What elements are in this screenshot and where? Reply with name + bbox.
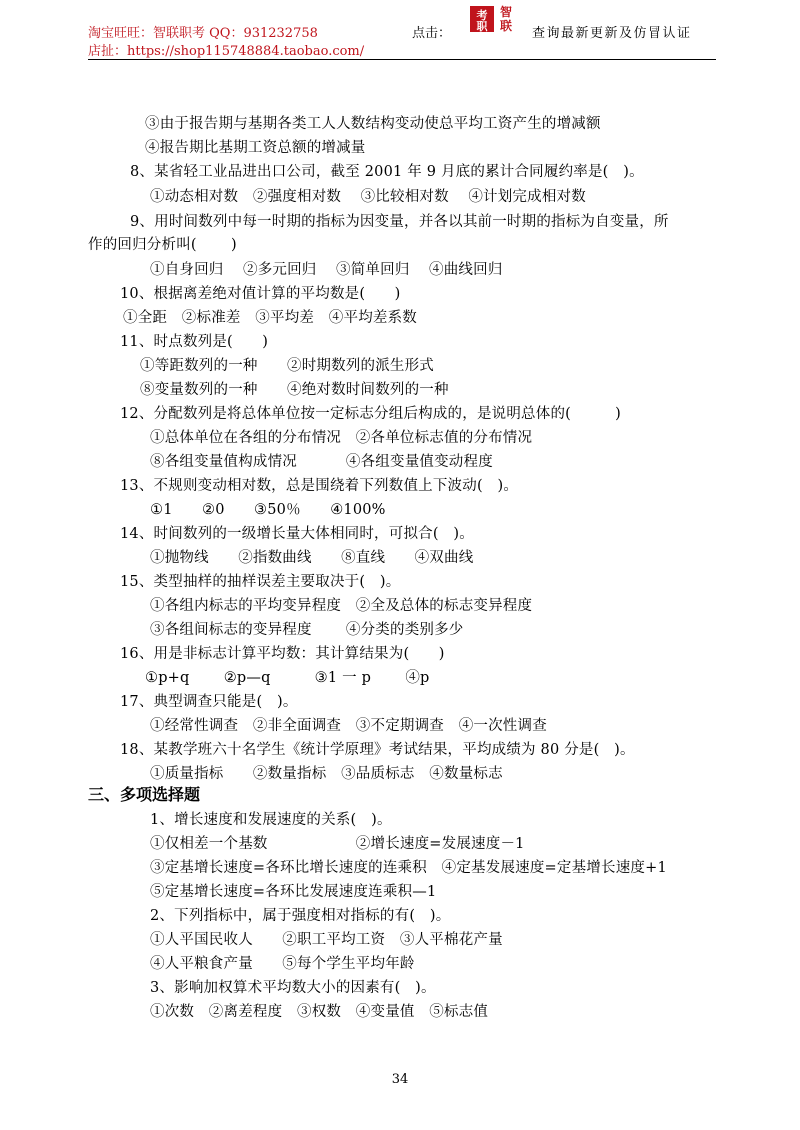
section-heading-multiple-choice: 三、多项选择题 xyxy=(88,785,201,804)
q9-text: 9、用时间数列中每一时期的指标为因变量，并各以其前一时期的指标为自变量，所 xyxy=(130,214,669,230)
q17-options: ①经常性调查 ②非全面调查 ③不定期调查 ④一次性调查 xyxy=(150,718,547,734)
verify-link[interactable]: 查询最新更新及仿冒认证 xyxy=(532,26,692,41)
svg-text:智: 智 xyxy=(499,5,513,19)
mc1-options-1: ①仅相差一个基数 ②增长速度=发展速度－1 xyxy=(150,836,525,852)
zhilian-logo[interactable] xyxy=(470,2,520,34)
q11-text: 11、时点数列是( ) xyxy=(120,334,269,350)
q17-text: 17、典型调查只能是( )。 xyxy=(120,694,298,710)
q14-text: 14、时间数列的一级增长量大体相同时，可拟合( )。 xyxy=(120,526,474,542)
q12-text: 12、分配数列是将总体单位按一定标志分组后构成的，是说明总体的( ) xyxy=(120,406,621,422)
q15-options-1: ①各组内标志的平均变异程度 ②全及总体的标志变异程度 xyxy=(150,598,533,614)
q11-options-1: ①等距数列的一种 ②时期数列的派生形式 xyxy=(140,358,434,374)
q12-options-2: ⑧各组变量值构成情况 ④各组变量值变动程度 xyxy=(150,454,493,470)
q14-options: ①抛物线 ②指数曲线 ⑧直线 ④双曲线 xyxy=(150,550,474,566)
mc3-text: 3、影响加权算术平均数大小的因素有( )。 xyxy=(150,980,436,996)
q13-options: ①1 ②0 ③50％ ④100% xyxy=(150,502,386,518)
mc2-options-1: ①人平国民收人 ②职工平均工资 ③人平棉花产量 xyxy=(150,932,503,948)
mc2-options-2: ④人平粮食产量 ⑤每个学生平均年龄 xyxy=(150,956,415,972)
shop-info: 淘宝旺旺：智联职考 QQ：931232758 xyxy=(88,26,318,41)
mc1-options-3: ⑤定基增长速度=各环比发展速度连乘积—1 xyxy=(150,884,437,900)
click-label: 点击： xyxy=(412,26,452,41)
svg-text:考: 考 xyxy=(476,9,488,22)
header-divider xyxy=(88,59,716,60)
q7-option-4: ④报告期比基期工资总额的增减量 xyxy=(145,140,366,156)
q15-text: 15、类型抽样的抽样误差主要取决于( )。 xyxy=(120,574,401,590)
q12-options-1: ①总体单位在各组的分布情况 ②各单位标志值的分布情况 xyxy=(150,430,533,446)
q11-options-2: ⑧变量数列的一种 ④绝对数时间数列的一种 xyxy=(140,382,449,398)
mc1-options-2: ③定基增长速度=各环比增长速度的连乘积 ④定基发展速度=定基增长速度+1 xyxy=(150,860,667,876)
q9-options: ①自身回归 ②多元回归 ③简单回归 ④曲线回归 xyxy=(150,262,503,278)
q10-options: ①全距 ②标准差 ③平均差 ④平均差系数 xyxy=(123,310,417,326)
q9-text-cont: 作的回归分析叫( ) xyxy=(88,237,237,253)
q18-text: 18、某教学班六十名学生《统计学原理》考试结果，平均成绩为 80 分是( )。 xyxy=(120,742,635,758)
q16-options: ①p+q ②p—q ③1 一 p ④p xyxy=(145,670,430,686)
q10-text: 10、根据离差绝对值计算的平均数是( ) xyxy=(120,286,401,302)
mc3-options: ①次数 ②离差程度 ③权数 ④变量值 ⑤标志值 xyxy=(150,1004,489,1020)
q16-text: 16、用是非标志计算平均数：其计算结果为( ) xyxy=(120,646,445,662)
q7-option-3: ③由于报告期与基期各类工人人数结构变动使总平均工资产生的增减额 xyxy=(145,116,601,132)
svg-text:职: 职 xyxy=(476,20,488,33)
q13-text: 13、不规则变动相对数，总是围绕着下列数值上下波动( )。 xyxy=(120,478,519,494)
store-url-link[interactable]: 店扯：https://shop115748884.taobao.com/ xyxy=(88,44,365,59)
mc1-text: 1、增长速度和发展速度的关系( )。 xyxy=(150,812,392,828)
svg-text:联: 联 xyxy=(499,19,513,33)
q8-text: 8、某省轻工业品进出口公司，截至 2001 年 9 月底的累计合同履约率是( )。 xyxy=(130,164,644,180)
q18-options: ①质量指标 ②数量指标 ③品质标志 ④数量标志 xyxy=(150,766,503,782)
mc2-text: 2、下列指标中，属于强度相对指标的有( )。 xyxy=(150,908,451,924)
page-number: 34 xyxy=(391,1072,409,1087)
q8-options: ①动态相对数 ②强度相对数 ③比较相对数 ④计划完成相对数 xyxy=(150,189,586,205)
q15-options-2: ③各组间标志的变异程度 ④分类的类别多少 xyxy=(150,622,464,638)
